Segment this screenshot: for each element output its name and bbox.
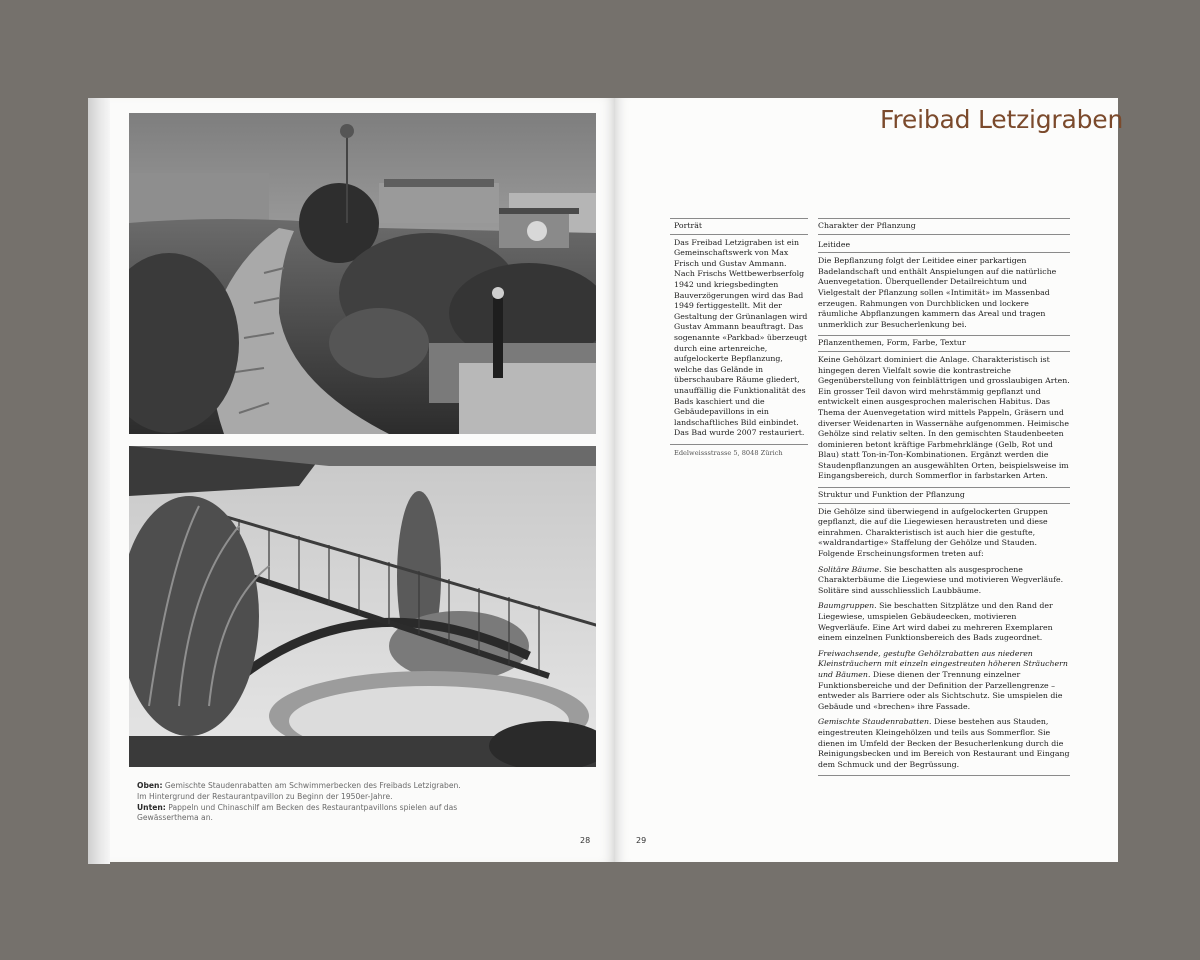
portrait-address: Edelweissstrasse 5, 8048 Zürich bbox=[670, 444, 808, 459]
portrait-column bbox=[670, 218, 808, 458]
item-term: Solitäre Bäume. bbox=[818, 564, 882, 574]
photo-stair-bridge bbox=[129, 446, 596, 767]
page-number-left: 28 bbox=[580, 836, 591, 845]
list-item bbox=[818, 601, 1070, 643]
item-term: Freiwachsende, gestufte Gehölzrabatten aus niederen Kleinsträuchern mit einzeln eingestreuten höheren Sträuchern und Bäumen. bbox=[818, 648, 1068, 679]
item-text: Diese dienen der Trennung einzelner Funktionsbereiche und der Definition der Parzellengrenze – entweder als Barriere oder als Sichtschutz. Sie umspielen die Gebäude und «brechen» ihre Fassade. bbox=[818, 669, 1063, 711]
themen-heading: Pflanzenthemen, Form, Farbe, Textur bbox=[818, 335, 1070, 352]
portrait-heading: Porträt bbox=[670, 218, 808, 235]
book-spine-edge bbox=[88, 98, 110, 864]
leitidee-heading: Leitidee bbox=[818, 238, 1070, 254]
struktur-heading: Struktur und Funktion der Pflanzung bbox=[818, 487, 1070, 504]
item-text: Sie beschatten Sitzplätze und den Rand der Liegewiese, umspielen Gebäudeecken, motivieren Wegverläufe. Eine Art wird dabei zu mehreren Exemplaren einem einzelnen Funktionsbereich des Bads zugeordnet. bbox=[818, 601, 1053, 643]
photo-caption bbox=[137, 781, 467, 824]
page-number-right: 29 bbox=[636, 836, 647, 845]
list-item bbox=[818, 649, 1070, 713]
photo-garden-path bbox=[129, 113, 596, 434]
list-item bbox=[818, 717, 1070, 770]
caption-bottom-text: Pappeln und Chinaschilf am Becken des Restaurantpavillons spielen auf das Gewässerthema an. bbox=[137, 802, 458, 823]
caption-top-label: Oben: bbox=[137, 781, 163, 790]
item-text: Sie beschatten als ausgesprochene Charakterbäume die Liegewiese und motivieren Wegverläufe. Solitäre sind ausschliesslich Laubbäume. bbox=[818, 564, 1064, 595]
caption-top-text: Gemischte Staudenrabatten am Schwimmerbecken des Freibads Letzigraben. Im Hintergrund der Restaurantpavillon zu Beginn der 1950er-Jahre. bbox=[137, 781, 461, 801]
portrait-text: Das Freibad Letzigraben ist ein Gemeinschaftswerk von Max Frisch und Gustav Ammann. Nach Frischs Wettbewerbserfolg 1942 und kriegsbedingten Bauverzögerungen wird das Bad 1949 fertiggestellt. Mit der Gestaltung der Grünanlagen wird Gustav Ammann beauftragt. Das sogenannte «Parkbad» überzeugt durch eine artenreiche, aufgelockerte Bepflanzung, welche das Gelände in überschaubare Räume gliedert, unauffällig die Funktionalität des Bads kaschiert und die Gebäudepavillons in ein landschaftliches Bild einbindet. Das Bad wurde 2007 restauriert. bbox=[674, 237, 808, 438]
struktur-text: Die Gehölze sind überwiegend in aufgelockerten Gruppen gepflanzt, die auf die Liegewiesen heraustreten und diese einrahmen. Charakteristisch ist auch hier die gestufte, «waldrandartige» Staffelung der Gehölze und Stauden. Folgende Erscheinungsformen treten auf: bbox=[818, 506, 1048, 559]
list-item bbox=[818, 565, 1070, 597]
item-term: Gemischte Staudenrabatten. bbox=[818, 717, 932, 727]
character-column bbox=[818, 218, 1070, 776]
leitidee-text: Die Bepflanzung folgt der Leitidee einer parkartigen Badelandschaft und enthält Anspielungen auf die natürliche Auenvegetation. Überquellender Detailreichtum und Vielgestalt der Pflanzung sollen «Intimität» im Massenbad erzeugen. Rahmungen von Durchblicken und lockere räumliche Abpflanzungen kammern das Areal und tragen unmerklich zur Besucherlenkung bei. bbox=[818, 256, 1057, 329]
character-heading: Charakter der Pflanzung bbox=[818, 218, 1070, 235]
caption-bottom-label: Unten: bbox=[137, 802, 166, 812]
page-title: Freibad Letzigraben bbox=[880, 105, 1124, 134]
column-end-rule bbox=[818, 775, 1070, 776]
themen-text: Keine Gehölzart dominiert die Anlage. Charakteristisch ist hingegen deren Vielfalt sowie die kontrastreiche Gegenüberstellung von feinblättrigen und grosslaubigen Arten. Ein grosser Teil davon wird mehrstämmig gepflanzt und entwickelt einen ausgesprochen malerischen Habitus. Das Thema der Auenvegetation wird mittels Pappeln, Gräsern und diverser Weidenarten in Wassernähe aufgenommen. Heimische Gehölze sind relativ selten. In den gemischten Staudenbeeten dominieren betont kräftige Farbmehrklänge (Gelb, Rot und Blau) statt Ton-in-Ton-Kombinationen. Ergänzt werden die Staudenpflanzungen an ausgewählten Orten, beispielsweise im Eingangsbereich, durch Sommerflor in farbstarken Arten. bbox=[818, 354, 1070, 481]
item-term: Baumgruppen. bbox=[818, 601, 877, 611]
item-text: Diese bestehen aus Stauden, eingestreuten Kleingehölzen und teils aus Sommerflor. Sie dienen im Umfeld der Becken der Besucherlenkung durch die Reinigungsbecken und im Bereich von Restaurant und Eingang dem Schmuck und der Begrüssung. bbox=[818, 717, 1070, 769]
